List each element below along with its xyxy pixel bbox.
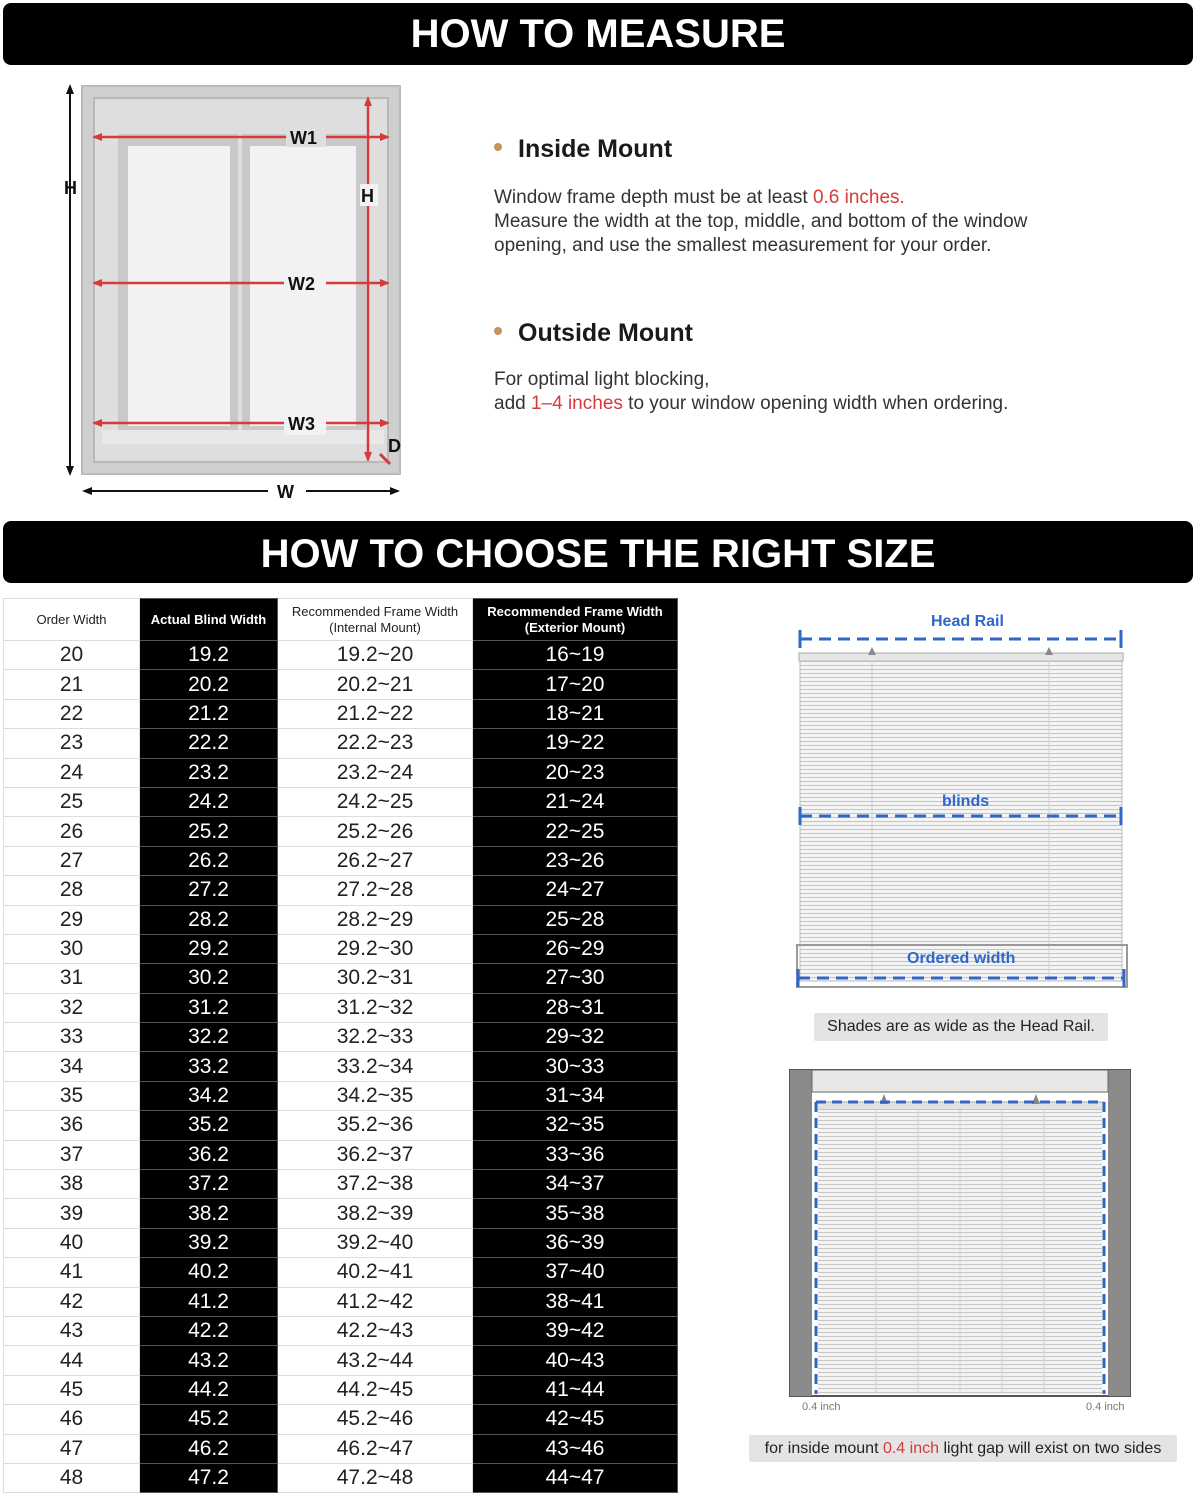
actual-width-cell: 32.2 — [140, 1023, 278, 1052]
actual-width-cell: 21.2 — [140, 699, 278, 728]
order-width-cell: 42 — [4, 1287, 140, 1316]
order-width-cell: 40 — [4, 1228, 140, 1257]
table-row — [4, 729, 678, 758]
actual-width-cell: 42.2 — [140, 1316, 278, 1345]
outside-mount-title: Outside Mount — [518, 319, 693, 347]
outside-mount-description — [494, 368, 1094, 416]
actual-width-cell: 28.2 — [140, 905, 278, 934]
outside-line2: add 1–4 inches to your window opening width when ordering. — [494, 393, 1009, 414]
actual-width-cell: 34.2 — [140, 1081, 278, 1110]
actual-width-cell: 29.2 — [140, 934, 278, 963]
internal-mount-cell: 30.2~31 — [278, 964, 473, 993]
table-row — [4, 1023, 678, 1052]
order-width-cell: 46 — [4, 1405, 140, 1434]
size-table — [3, 598, 678, 1493]
order-width-cell: 44 — [4, 1346, 140, 1375]
table-row — [4, 1463, 678, 1492]
actual-width-cell: 39.2 — [140, 1228, 278, 1257]
actual-width-cell: 22.2 — [140, 729, 278, 758]
actual-width-cell: 24.2 — [140, 787, 278, 816]
inside-mount-heading — [494, 135, 672, 164]
how-to-measure-banner — [3, 3, 1193, 65]
exterior-mount-cell: 26~29 — [473, 934, 678, 963]
internal-mount-cell: 21.2~22 — [278, 699, 473, 728]
table-row — [4, 1316, 678, 1345]
internal-mount-cell: 39.2~40 — [278, 1228, 473, 1257]
internal-mount-cell: 43.2~44 — [278, 1346, 473, 1375]
table-row — [4, 1170, 678, 1199]
gap-label-left: 0.4 inch — [802, 1401, 841, 1413]
internal-mount-cell: 23.2~24 — [278, 758, 473, 787]
internal-mount-cell: 42.2~43 — [278, 1316, 473, 1345]
internal-mount-cell: 38.2~39 — [278, 1199, 473, 1228]
table-row — [4, 905, 678, 934]
exterior-mount-cell: 16~19 — [473, 641, 678, 670]
choose-size-title: HOW TO CHOOSE THE RIGHT SIZE — [260, 532, 936, 576]
internal-mount-cell: 24.2~25 — [278, 787, 473, 816]
table-row — [4, 993, 678, 1022]
order-width-cell: 39 — [4, 1199, 140, 1228]
internal-mount-cell: 44.2~45 — [278, 1375, 473, 1404]
internal-mount-cell: 22.2~23 — [278, 729, 473, 758]
internal-mount-cell: 29.2~30 — [278, 934, 473, 963]
table-row — [4, 1199, 678, 1228]
internal-mount-cell: 27.2~28 — [278, 876, 473, 905]
blinds-label: blinds — [942, 793, 990, 810]
exterior-mount-cell: 23~26 — [473, 846, 678, 875]
order-width-cell: 47 — [4, 1434, 140, 1463]
w-arrow-right — [390, 487, 400, 495]
head-rail-label: Head Rail — [931, 613, 1004, 630]
inside-line3: opening, and use the smallest measurement for your order. — [494, 235, 992, 256]
actual-width-cell: 40.2 — [140, 1258, 278, 1287]
exterior-mount-cell: 18~21 — [473, 699, 678, 728]
table-row — [4, 1346, 678, 1375]
order-width-cell: 41 — [4, 1258, 140, 1287]
actual-width-cell: 26.2 — [140, 846, 278, 875]
order-width-cell: 30 — [4, 934, 140, 963]
exterior-mount-cell: 17~20 — [473, 670, 678, 699]
header-actual-width: Actual Blind Width — [140, 599, 278, 641]
inside-line2: Measure the width at the top, middle, and bottom of the window — [494, 211, 1028, 232]
exterior-mount-cell: 19~22 — [473, 729, 678, 758]
exterior-mount-cell: 28~31 — [473, 993, 678, 1022]
window-sill — [102, 430, 384, 444]
exterior-mount-cell: 36~39 — [473, 1228, 678, 1257]
order-width-cell: 23 — [4, 729, 140, 758]
order-width-cell: 34 — [4, 1052, 140, 1081]
frame-right-jamb — [1108, 1070, 1130, 1396]
head-rail-bar — [799, 653, 1123, 661]
order-width-cell: 26 — [4, 817, 140, 846]
table-row — [4, 758, 678, 787]
actual-width-cell: 41.2 — [140, 1287, 278, 1316]
internal-mount-cell: 25.2~26 — [278, 817, 473, 846]
exterior-mount-cell: 33~36 — [473, 1140, 678, 1169]
table-row — [4, 1111, 678, 1140]
table-row — [4, 846, 678, 875]
order-width-cell: 24 — [4, 758, 140, 787]
internal-mount-cell: 26.2~27 — [278, 846, 473, 875]
blind-slats — [800, 661, 1122, 981]
exterior-mount-cell: 35~38 — [473, 1199, 678, 1228]
how-to-measure-title: HOW TO MEASURE — [410, 12, 786, 56]
table-row — [4, 787, 678, 816]
internal-mount-cell: 19.2~20 — [278, 641, 473, 670]
frame-top-lintel — [812, 1070, 1108, 1092]
actual-width-cell: 36.2 — [140, 1140, 278, 1169]
order-width-cell: 32 — [4, 993, 140, 1022]
order-width-cell: 33 — [4, 1023, 140, 1052]
order-width-cell: 37 — [4, 1140, 140, 1169]
internal-mount-cell: 28.2~29 — [278, 905, 473, 934]
window-measure-diagram — [50, 80, 410, 500]
actual-width-cell: 38.2 — [140, 1199, 278, 1228]
table-row — [4, 1434, 678, 1463]
order-width-cell: 20 — [4, 641, 140, 670]
inside-line1: Window frame depth must be at least 0.6 inches. — [494, 187, 905, 208]
exterior-mount-cell: 42~45 — [473, 1405, 678, 1434]
exterior-mount-cell: 43~46 — [473, 1434, 678, 1463]
order-width-cell: 25 — [4, 787, 140, 816]
exterior-mount-cell: 30~33 — [473, 1052, 678, 1081]
actual-width-cell: 25.2 — [140, 817, 278, 846]
h-outer-arrow-top — [66, 84, 74, 94]
cord-hook-right — [1045, 647, 1053, 655]
internal-mount-cell: 35.2~36 — [278, 1111, 473, 1140]
exterior-mount-cell: 29~32 — [473, 1023, 678, 1052]
bullet-icon — [494, 143, 502, 151]
actual-width-cell: 31.2 — [140, 993, 278, 1022]
exterior-mount-cell: 38~41 — [473, 1287, 678, 1316]
w3-label: W3 — [288, 414, 315, 434]
order-width-cell: 31 — [4, 964, 140, 993]
exterior-mount-cell: 34~37 — [473, 1170, 678, 1199]
w1-label: W1 — [290, 128, 317, 148]
order-width-cell: 22 — [4, 699, 140, 728]
exterior-mount-cell: 21~24 — [473, 787, 678, 816]
internal-mount-cell: 31.2~32 — [278, 993, 473, 1022]
table-row — [4, 1228, 678, 1257]
table-row — [4, 670, 678, 699]
table-header-row — [4, 599, 678, 641]
internal-mount-cell: 34.2~35 — [278, 1081, 473, 1110]
actual-width-cell: 44.2 — [140, 1375, 278, 1404]
internal-mount-cell: 33.2~34 — [278, 1052, 473, 1081]
actual-width-cell: 23.2 — [140, 758, 278, 787]
inside-mount-title: Inside Mount — [518, 135, 673, 163]
order-width-cell: 45 — [4, 1375, 140, 1404]
header-order-width: Order Width — [4, 599, 140, 641]
inside-mount-description — [494, 186, 1094, 258]
d-label: D — [388, 436, 401, 456]
exterior-mount-cell: 22~25 — [473, 817, 678, 846]
cord-hook-left — [868, 647, 876, 655]
internal-mount-cell: 20.2~21 — [278, 670, 473, 699]
h-outer-label: H — [64, 178, 77, 198]
exterior-mount-cell: 37~40 — [473, 1258, 678, 1287]
actual-width-cell: 46.2 — [140, 1434, 278, 1463]
actual-width-cell: 19.2 — [140, 641, 278, 670]
table-row — [4, 1287, 678, 1316]
order-width-cell: 21 — [4, 670, 140, 699]
table-row — [4, 1140, 678, 1169]
w2-label: W2 — [288, 274, 315, 294]
h-inner-label: H — [361, 186, 374, 206]
outside-line1: For optimal light blocking, — [494, 369, 710, 390]
order-width-cell: 28 — [4, 876, 140, 905]
choose-size-banner — [3, 521, 1193, 583]
exterior-mount-cell: 25~28 — [473, 905, 678, 934]
table-row — [4, 1081, 678, 1110]
internal-mount-cell: 41.2~42 — [278, 1287, 473, 1316]
exterior-mount-cell: 32~35 — [473, 1111, 678, 1140]
actual-width-cell: 30.2 — [140, 964, 278, 993]
exterior-mount-cell: 39~42 — [473, 1316, 678, 1345]
exterior-mount-cell: 24~27 — [473, 876, 678, 905]
actual-width-cell: 27.2 — [140, 876, 278, 905]
order-width-cell: 38 — [4, 1170, 140, 1199]
w-label: W — [277, 482, 294, 500]
exterior-mount-cell: 27~30 — [473, 964, 678, 993]
outside-mount-heading — [494, 319, 693, 348]
actual-width-cell: 47.2 — [140, 1463, 278, 1492]
head-rail-caption: Shades are as wide as the Head Rail. — [814, 1013, 1108, 1041]
exterior-mount-cell: 20~23 — [473, 758, 678, 787]
table-row — [4, 699, 678, 728]
size-table-body — [4, 641, 678, 1493]
table-row — [4, 817, 678, 846]
h-outer-arrow-bottom — [66, 466, 74, 476]
inside-mount-diagram — [788, 1068, 1133, 1418]
internal-mount-cell: 45.2~46 — [278, 1405, 473, 1434]
frame-left-jamb — [790, 1070, 812, 1396]
internal-mount-cell: 46.2~47 — [278, 1434, 473, 1463]
exterior-mount-cell: 40~43 — [473, 1346, 678, 1375]
table-row — [4, 964, 678, 993]
head-rail-diagram — [790, 605, 1135, 995]
order-width-cell: 27 — [4, 846, 140, 875]
header-exterior-mount: Recommended Frame Width (Exterior Mount) — [473, 599, 678, 641]
bullet-icon — [494, 327, 502, 335]
internal-mount-cell: 40.2~41 — [278, 1258, 473, 1287]
actual-width-cell: 35.2 — [140, 1111, 278, 1140]
internal-mount-cell: 47.2~48 — [278, 1463, 473, 1492]
w-arrow-left — [82, 487, 92, 495]
table-row — [4, 641, 678, 670]
exterior-mount-cell: 44~47 — [473, 1463, 678, 1492]
table-row — [4, 1405, 678, 1434]
actual-width-cell: 45.2 — [140, 1405, 278, 1434]
table-row — [4, 1375, 678, 1404]
actual-width-cell: 33.2 — [140, 1052, 278, 1081]
window-pane-left — [128, 146, 230, 426]
table-row — [4, 1258, 678, 1287]
inside-mount-caption: for inside mount 0.4 inch light gap will exist on two sides — [749, 1435, 1177, 1462]
internal-mount-cell: 32.2~33 — [278, 1023, 473, 1052]
internal-mount-cell: 36.2~37 — [278, 1140, 473, 1169]
internal-mount-cell: 37.2~38 — [278, 1170, 473, 1199]
gap-label-right: 0.4 inch — [1086, 1401, 1125, 1413]
order-width-cell: 43 — [4, 1316, 140, 1345]
order-width-cell: 35 — [4, 1081, 140, 1110]
header-internal-mount: Recommended Frame Width (Internal Mount) — [278, 599, 473, 641]
order-width-cell: 48 — [4, 1463, 140, 1492]
order-width-cell: 36 — [4, 1111, 140, 1140]
table-row — [4, 934, 678, 963]
ordered-width-label: Ordered width — [907, 950, 1016, 967]
exterior-mount-cell: 31~34 — [473, 1081, 678, 1110]
actual-width-cell: 37.2 — [140, 1170, 278, 1199]
table-row — [4, 876, 678, 905]
actual-width-cell: 20.2 — [140, 670, 278, 699]
order-width-cell: 29 — [4, 905, 140, 934]
actual-width-cell: 43.2 — [140, 1346, 278, 1375]
exterior-mount-cell: 41~44 — [473, 1375, 678, 1404]
table-row — [4, 1052, 678, 1081]
